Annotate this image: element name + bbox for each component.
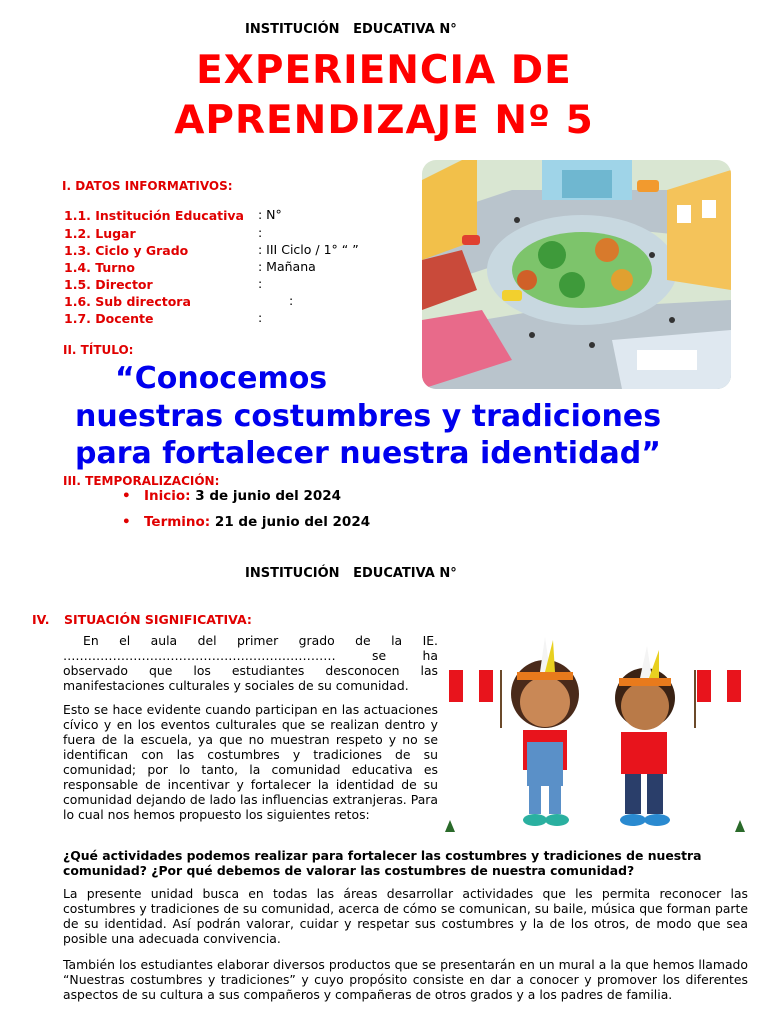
datos-value: : N° (258, 207, 282, 222)
fecha-inicio (122, 488, 341, 504)
bullet-icon: • (122, 514, 131, 530)
fecha-label: Inicio: (144, 488, 191, 504)
subtitle-line-2: nuestras costumbres y tradiciones (75, 399, 662, 434)
datos-label: 1.6. Sub directora (64, 294, 191, 309)
situacion-paragraph-2: Esto se hace evidente cuando participan en las actuaciones cívico y en los eventos culturales que se realizan dentro y fuera de la escuela, ya que no muestran respeto y no se identifican con las costumbres y tradiciones de su comunidad; por lo tanto, la comunidad educativa es responsable de incentivar y fortalecer la identidad de su comunidad dejando de lado las influencias extranjeras. Para lo cual nos hemos propuesto los siguientes retos: (63, 702, 438, 822)
fecha-value: 3 de junio del 2024 (195, 488, 342, 504)
datos-value: : (258, 310, 263, 325)
datos-value: : III Ciclo / 1° “ ” (258, 242, 359, 257)
datos-label: 1.5. Director (64, 277, 153, 292)
subtitle-line-3: para fortalecer nuestra identidad” (75, 436, 661, 471)
situacion-heading: SITUACIÓN SIGNIFICATIVA: (64, 612, 252, 627)
town-square-illustration (422, 160, 731, 389)
datos-label: 1.1. Institución Educativa (64, 208, 244, 223)
fecha-termino (122, 514, 370, 530)
town-illustration-svg (422, 160, 731, 389)
datos-heading: I. DATOS INFORMATIVOS: (62, 179, 233, 193)
temporalizacion-heading: III. TEMPORALIZACIÓN: (63, 474, 220, 488)
kids-illustration-svg (445, 632, 745, 832)
datos-table (64, 207, 359, 327)
datos-value: : (258, 276, 263, 291)
situacion-paragraph-4: También los estudiantes elaborar diversos productos que se presentarán en un mural a la que hemos llamado “Nuestras costumbres y tradiciones” y cuyo propósito consiste en dar a conocer y promover los diferentes aspectos de su cultura a sus compañeros y compañeras de otros grados y a los padres de familia. (63, 957, 748, 1002)
bullet-icon: • (122, 488, 131, 504)
children-with-flags-illustration (445, 632, 745, 832)
datos-label: 1.7. Docente (64, 311, 154, 326)
title-line-2: APRENDIZAJE Nº 5 (174, 98, 594, 143)
situacion-paragraph-3: La presente unidad busca en todas las áreas desarrollar actividades que les permita reconocer las costumbres y tradiciones de su comunidad, acerca de cómo se comunican, su baile, música que forman parte de su identidad. Así podrán valorar, cuidar y respetar sus costumbres y la de los otros, de modo que sea posible una adecuada convivencia. (63, 886, 748, 946)
situacion-number: IV. (32, 612, 50, 627)
guiding-questions: ¿Qué actividades podemos realizar para fortalecer las costumbres y tradiciones de nuestra comunidad? ¿Por qué debemos de valorar las costumbres de nuestra comunidad? (63, 848, 702, 878)
titulo-heading: II. TÍTULO: (63, 343, 134, 357)
situacion-paragraph-1: En el aula del primer grado de la IE. ………………………………………………………… se ha observado que los estudiantes desconocen las manifestaciones culturales y sociales de su comunidad. (63, 633, 438, 693)
datos-label: 1.4. Turno (64, 260, 135, 275)
institution-header: INSTITUCIÓN EDUCATIVA N° (245, 22, 457, 37)
datos-value: : (289, 293, 294, 308)
institution-header-2: INSTITUCIÓN EDUCATIVA N° (245, 566, 457, 581)
datos-label: 1.2. Lugar (64, 226, 136, 241)
datos-label: 1.3. Ciclo y Grado (64, 243, 189, 258)
fecha-value: 21 de junio del 2024 (214, 514, 371, 530)
datos-value: : Mañana (258, 259, 316, 274)
title-line-1: EXPERIENCIA DE (196, 48, 572, 93)
fecha-label: Termino: (144, 514, 211, 530)
datos-value: : (258, 225, 263, 240)
subtitle-line-1: “Conocemos (115, 361, 328, 396)
